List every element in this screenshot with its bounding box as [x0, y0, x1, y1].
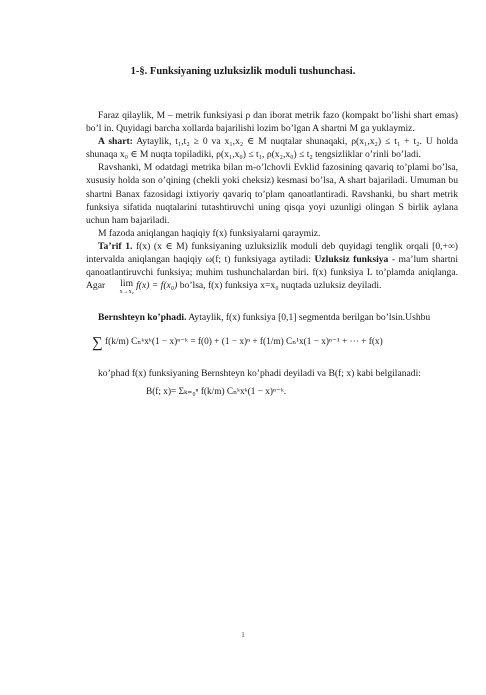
formula-bernstein-sum [86, 328, 458, 364]
definition-label: Ta’rif 1. [98, 240, 133, 252]
definition-text-a: f(x) (x ∈ M) funksiyaning uzluksizlik moduli deb quyidagi tenglik orqali [0,+∞) intervalda aniqlangan haqiqiy ω(f; t) funksiyaga aytiladi: [86, 240, 458, 266]
formula-line [92, 336, 383, 350]
bernstein-text: Aytaylik, f(x) funksiya [0,1] segmentda berilgan bo’lsin.Ushbu [188, 312, 431, 324]
definition-text-b: - ma’lum shartni qanoatlantiruvchi funksiya; muhim tushunchalardan biri. f(x) funksiya L to’plamda aniqlanga. Agar [86, 254, 458, 292]
page-number: 1 [241, 631, 245, 639]
formula-bernstein-def: B(f; x)= Σₖ₌₀ⁿ f(k/m) Cₙᵏxᵏ(1 − x)ⁿ⁻ᵏ. [146, 387, 287, 398]
paragraph-bernstein [86, 311, 458, 324]
paragraph-remarks: Ravshanki, M odatdagi metrika bilan m-o’lchovli Evklid fazosining qavariq to’plami bo’lsa, xususiy holda son o’qining (chekli yoki cheksiz) kesmasi bo’lsa, A shart bajariladi. Umuman bu shartni Banax fazosidagi ixtiyoriy qavariq to’plam qanoatlantiradi. Ravshanki, bu shart metrik funksiya sifatida nuqtalarini tutashtiruvchi uning qisqa yoyi uzunligi olingan S birlik aylana uchun ham bajariladi. [86, 162, 458, 226]
limit-equation: f(x) = f(x₀) [136, 280, 178, 292]
section-title: 1-§. Funksiyaning uzluksizlik moduli tushunchasi. [130, 66, 356, 77]
limit-subscript: x→x₀ [119, 289, 134, 296]
formula-rhs: f(0) + (1 − x)ⁿ + f(1/m) Cₙ¹x(1 − x)ⁿ⁻¹ + ⋯ + f(x) [197, 337, 383, 348]
paragraph-intro: Faraz qilaylik, M – metrik funksiyasi ρ dan iborat metrik fazo (kompakt bo’lishi shart emas) bo’l in. Quyidagi barcha xollarda bajarilishi lozim bo’lgan A shartni M ga yuklaymiz. [86, 110, 458, 135]
definition-bold-term: Uzluksiz funksiya [314, 254, 389, 266]
paragraph-definition-b: ko’phad f(x) funksiyaning Bernshteyn ko’phadi deyiladi va B(f; x) kabi belgilanadi: [98, 368, 421, 380]
condition-a-text: Aytaylik, t₁,t₂ ≥ 0 va x₁,x₂ ∈ M nuqtalar shunaqaki, ρ(x₁,x₂) ≤ t₁ + t₂. U holda shunaqa x₀ ∈ M nuqta topiladiki, ρ(x₁,x₀) ≤ t₁, ρ(x₂,x₀) ≤ t₂ tengsizliklar o’rinli bo’ladi. [86, 136, 458, 161]
paragraph-functions: M fazoda aniqlangan haqiqiy f(x) funksiyalarni qaraymiz. [98, 227, 321, 239]
paragraph-condition-a [86, 135, 458, 161]
condition-a-label: A shart: [98, 136, 133, 148]
limit-word: lim [120, 278, 134, 290]
limit-expression [108, 279, 134, 297]
formula-lhs: f(k/m) Cₙᵏxᵏ(1 − x)ⁿ⁻ᵏ = [105, 337, 196, 348]
definition-text-c: bo’lsa, f(x) funksiya x=x₀ nuqtada uzluksiz deyiladi. [179, 280, 382, 292]
paragraph-definition [86, 240, 458, 297]
sigma-symbol: ∑ [92, 335, 103, 352]
bernstein-label: Bernshteyn ko’phadi. [98, 312, 187, 324]
body-text [86, 96, 458, 400]
